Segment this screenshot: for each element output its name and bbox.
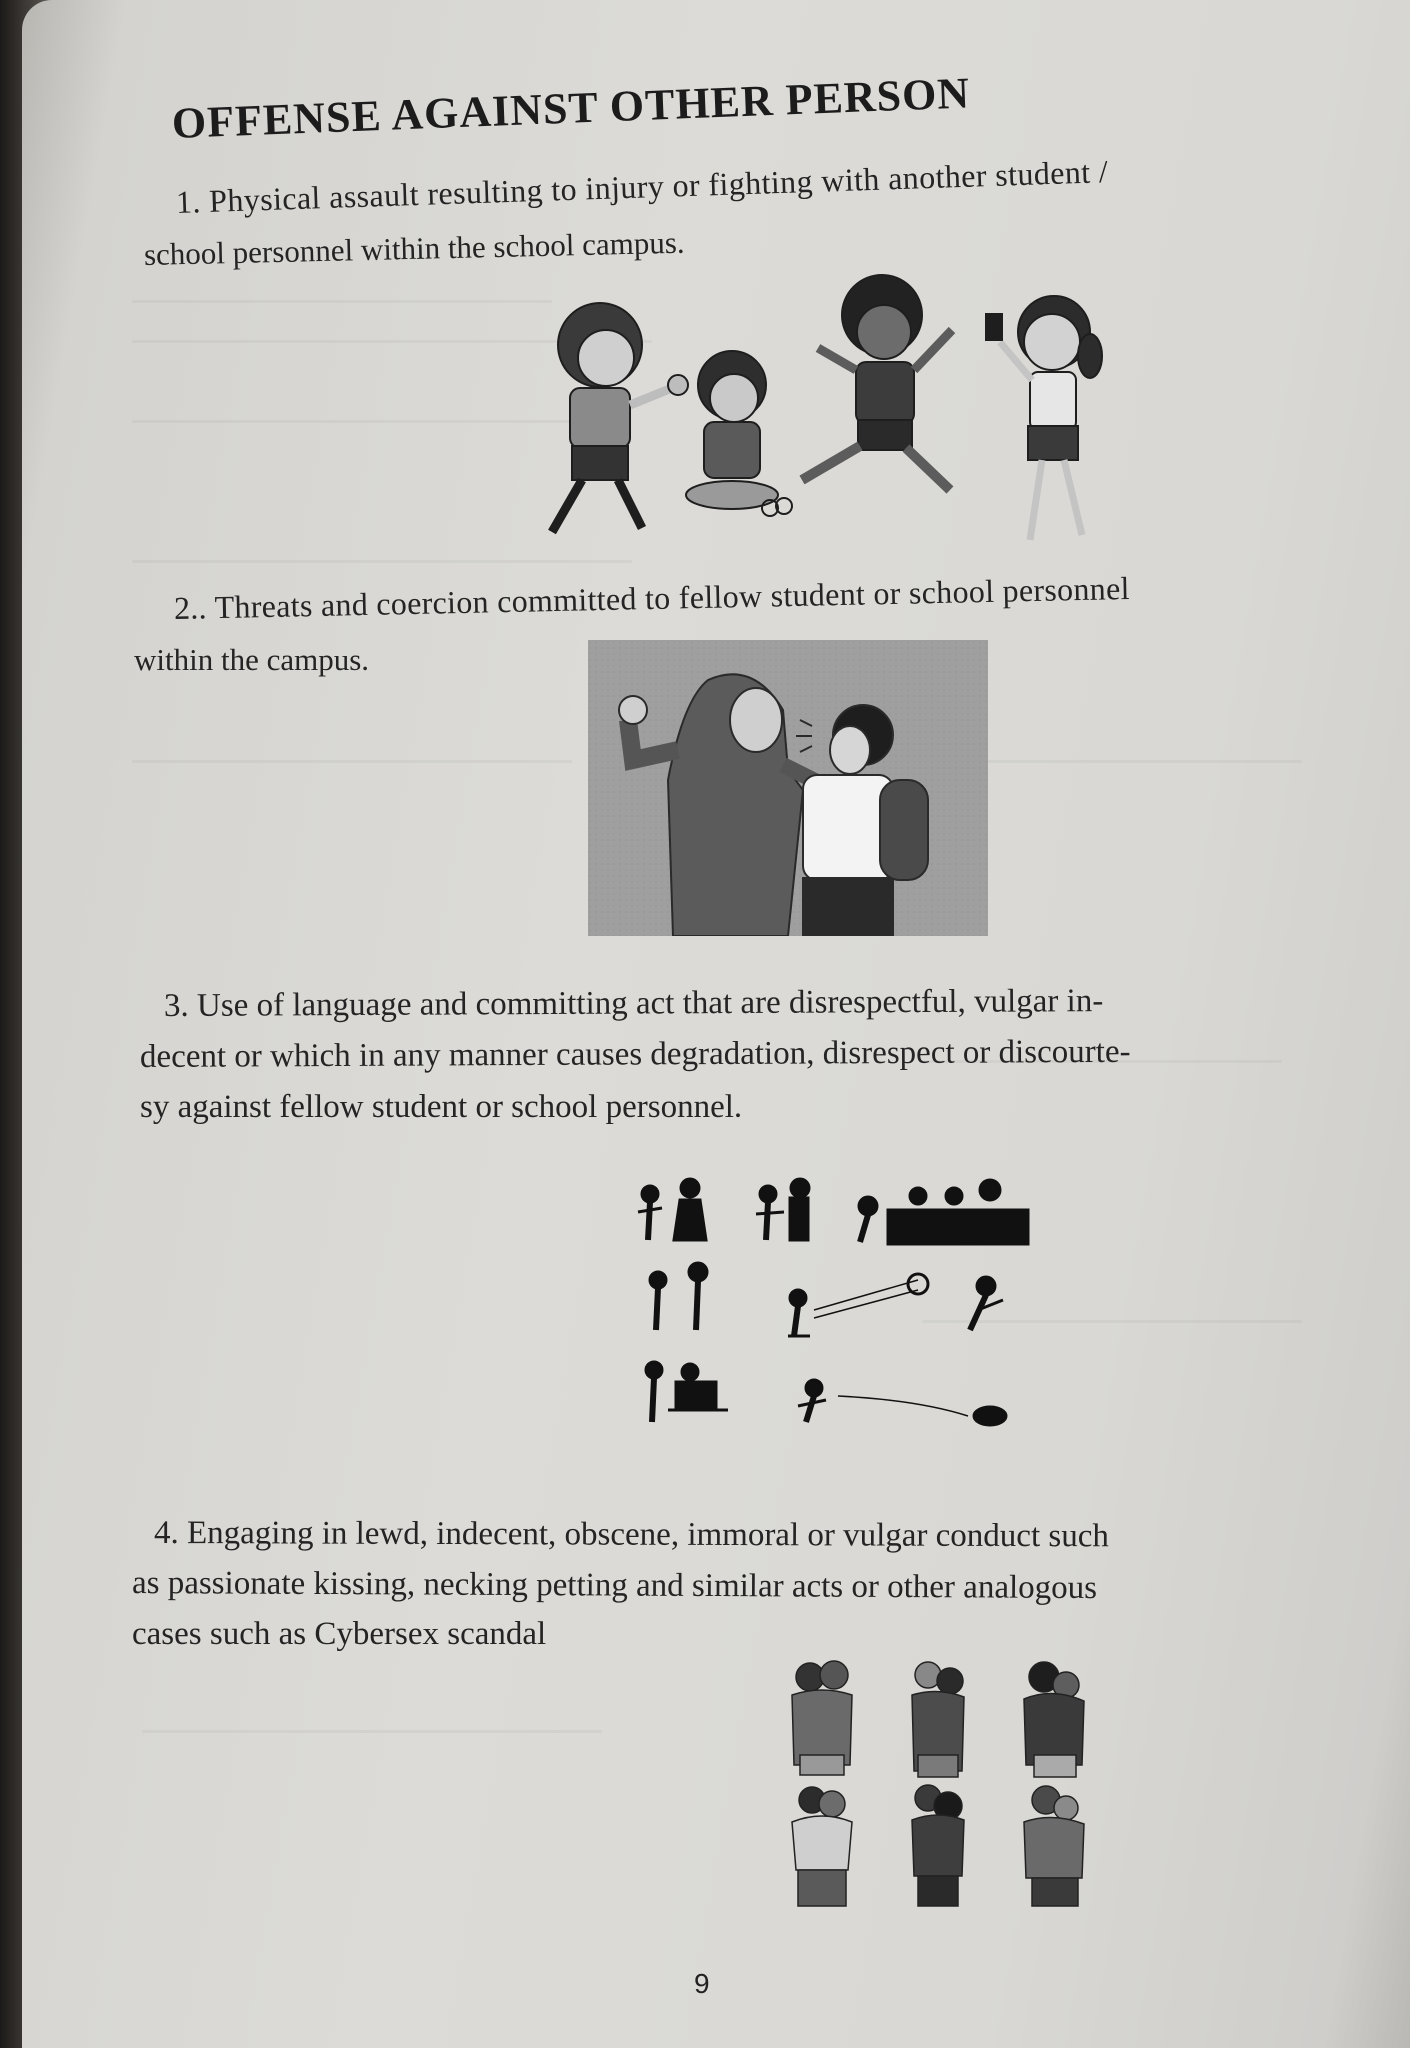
item-2-line-1: 2.. Threats and coercion committed to fellow student or school personnel — [173, 569, 1131, 626]
item-2-line-2: within the campus. — [134, 642, 370, 677]
page-title: OFFENSE AGAINST OTHER PERSON — [171, 68, 971, 148]
item-4-line-3: cases such as Cybersex scandal — [132, 1616, 547, 1652]
threat-coercion-icon — [588, 640, 988, 936]
kissing-couples-icon — [772, 1650, 1122, 1910]
item-3-line-2: decent or which in any manner causes degradation, disrespect or discourte- — [139, 1033, 1131, 1075]
item-3-line-1: 3. Use of language and committing act that are disrespectful, vulgar in- — [163, 983, 1104, 1024]
item-4-line-2: as passionate kissing, necking petting and similar acts or other analogous — [131, 1565, 1098, 1607]
item-3-line-3: sy against fellow student or school personnel. — [140, 1089, 743, 1125]
disrespect-figures-icon — [618, 1160, 1038, 1430]
item-4-line-1: 4. Engaging in lewd, indecent, obscene, immoral or vulgar conduct such — [153, 1515, 1109, 1555]
page-number: 9 — [694, 1968, 710, 1999]
item-1-line-2: school personnel within the school campus. — [143, 224, 685, 272]
item-1-line-1: 1. Physical assault resulting to injury or fighting with another student / — [175, 153, 1109, 220]
book-page — [22, 0, 1410, 2048]
fighting-children-icon — [522, 270, 1162, 560]
